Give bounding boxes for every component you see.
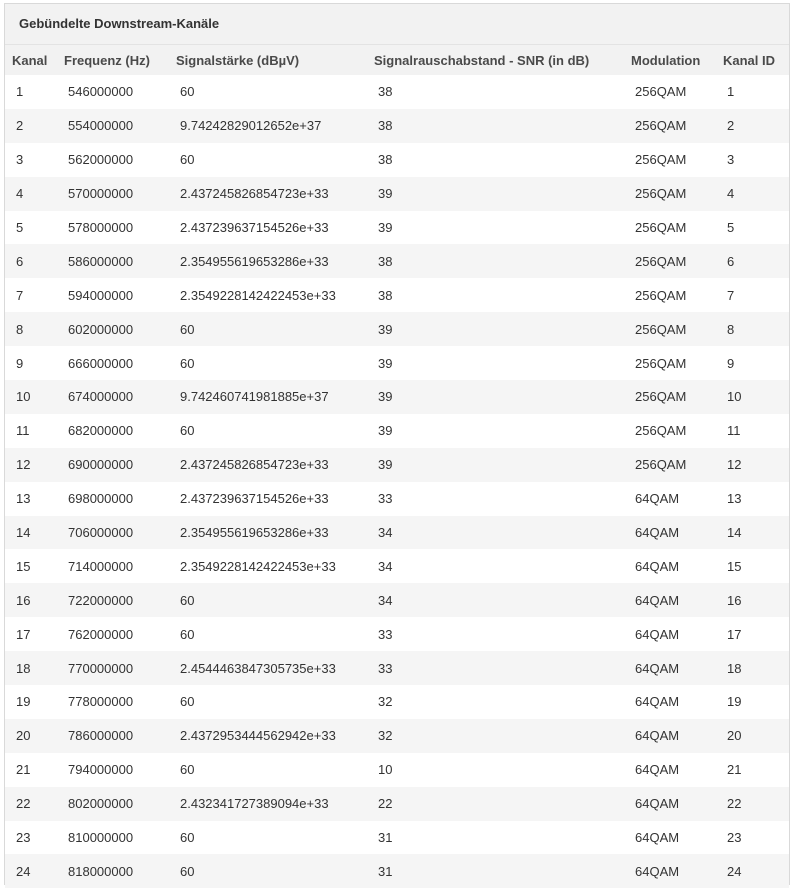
table-row (5, 854, 789, 888)
table-row (5, 346, 789, 380)
cell-frequenz: 810000000 (68, 830, 134, 846)
cell-kanal-id: 24 (727, 863, 742, 879)
table-row (5, 448, 789, 482)
cell-snr: 38 (378, 287, 393, 303)
column-header-kanal-id: Kanal ID (723, 45, 789, 75)
cell-kanal: 3 (16, 152, 24, 168)
cell-kanal-id: 21 (727, 762, 742, 778)
cell-kanal-id: 14 (727, 525, 742, 541)
table-row (5, 753, 789, 787)
cell-kanal: 2 (16, 118, 24, 134)
cell-modulation: 64QAM (635, 525, 680, 541)
cell-modulation: 256QAM (635, 220, 687, 235)
table-row (5, 278, 789, 312)
cell-kanal-id: 18 (727, 660, 742, 676)
cell-modulation: 64QAM (635, 830, 680, 846)
cell-signalstaerke: 60 (180, 762, 195, 778)
cell-frequenz: 674000000 (68, 389, 134, 405)
table-row (5, 109, 789, 143)
cell-kanal: 19 (16, 694, 31, 710)
column-header-frequenz: Frequenz (Hz) (64, 45, 176, 75)
cell-snr: 32 (378, 694, 393, 710)
cell-frequenz: 818000000 (68, 863, 134, 879)
cell-kanal: 12 (16, 457, 31, 473)
cell-signalstaerke: 2.4372953444562942e+33 (180, 728, 336, 744)
cell-frequenz: 586000000 (68, 253, 134, 269)
table-row (5, 414, 789, 448)
column-header-modulation: Modulation (631, 45, 723, 75)
cell-snr: 39 (378, 186, 393, 202)
cell-frequenz: 554000000 (68, 118, 134, 134)
cell-modulation: 64QAM (635, 660, 680, 676)
table-row (5, 177, 789, 211)
cell-modulation: 256QAM (635, 355, 687, 371)
cell-frequenz: 602000000 (68, 321, 134, 337)
cell-kanal-id: 6 (727, 253, 735, 269)
cell-kanal: 21 (16, 762, 31, 778)
cell-modulation: 256QAM (635, 186, 687, 202)
table-row (5, 75, 789, 109)
cell-modulation: 64QAM (635, 863, 680, 879)
cell-kanal-id: 4 (727, 186, 735, 202)
column-header-kanal: Kanal (5, 45, 64, 75)
cell-frequenz: 794000000 (68, 762, 134, 778)
cell-modulation: 256QAM (635, 84, 687, 100)
cell-kanal: 16 (16, 592, 31, 608)
cell-modulation: 64QAM (635, 491, 680, 507)
cell-modulation: 64QAM (635, 762, 680, 778)
cell-snr: 34 (378, 558, 393, 574)
cell-frequenz: 802000000 (68, 796, 134, 812)
cell-signalstaerke: 60 (180, 355, 195, 371)
cell-frequenz: 698000000 (68, 491, 134, 507)
cell-frequenz: 714000000 (68, 558, 134, 574)
cell-signalstaerke: 60 (180, 84, 195, 100)
table-row (5, 787, 789, 821)
table-row (5, 651, 789, 685)
cell-kanal: 24 (16, 863, 31, 879)
downstream-channels-table (5, 45, 789, 888)
cell-frequenz: 682000000 (68, 423, 134, 439)
cell-kanal: 14 (16, 525, 31, 541)
table-row (5, 482, 789, 516)
cell-modulation: 64QAM (635, 728, 680, 744)
panel-title: Gebündelte Downstream-Kanäle (5, 4, 789, 45)
cell-signalstaerke: 2.4544463847305735e+33 (180, 660, 336, 676)
cell-frequenz: 722000000 (68, 592, 134, 608)
cell-snr: 39 (378, 457, 393, 473)
cell-kanal: 10 (16, 389, 31, 405)
cell-modulation: 64QAM (635, 592, 680, 608)
cell-snr: 39 (378, 220, 393, 235)
cell-kanal: 11 (16, 423, 30, 439)
cell-signalstaerke: 9.742460741981885e+37 (180, 389, 329, 405)
cell-kanal-id: 13 (727, 491, 742, 507)
cell-snr: 38 (378, 84, 393, 100)
cell-signalstaerke: 60 (180, 423, 195, 439)
cell-kanal-id: 23 (727, 830, 742, 846)
cell-snr: 32 (378, 728, 393, 744)
cell-frequenz: 786000000 (68, 728, 134, 744)
cell-frequenz: 690000000 (68, 457, 134, 473)
cell-signalstaerke: 2.437245826854723e+33 (180, 186, 329, 202)
cell-modulation: 64QAM (635, 626, 680, 642)
cell-snr: 38 (378, 253, 393, 269)
cell-kanal-id: 5 (727, 220, 735, 235)
cell-snr: 33 (378, 660, 393, 676)
cell-snr: 31 (378, 830, 393, 846)
table-row (5, 516, 789, 550)
cell-kanal-id: 1 (727, 84, 735, 100)
cell-snr: 22 (378, 796, 393, 812)
cell-frequenz: 778000000 (68, 694, 134, 710)
cell-kanal: 4 (16, 186, 24, 202)
cell-kanal: 23 (16, 830, 31, 846)
cell-modulation: 256QAM (635, 389, 687, 405)
cell-signalstaerke: 2.432341727389094e+33 (180, 796, 329, 812)
downstream-channels-panel (4, 3, 790, 885)
cell-kanal: 1 (16, 84, 24, 100)
cell-frequenz: 546000000 (68, 84, 134, 100)
cell-signalstaerke: 60 (180, 152, 195, 168)
cell-kanal-id: 10 (727, 389, 742, 405)
table-row (5, 211, 789, 245)
cell-kanal: 9 (16, 355, 24, 371)
column-header-snr: Signalrauschabstand - SNR (in dB) (374, 45, 631, 75)
cell-kanal-id: 16 (727, 592, 742, 608)
cell-kanal-id: 19 (727, 694, 742, 710)
cell-kanal: 5 (16, 220, 24, 235)
cell-kanal: 18 (16, 660, 31, 676)
cell-snr: 10 (378, 762, 393, 778)
cell-snr: 33 (378, 491, 393, 507)
cell-modulation: 256QAM (635, 118, 687, 134)
cell-snr: 34 (378, 525, 393, 541)
cell-signalstaerke: 60 (180, 321, 195, 337)
cell-frequenz: 562000000 (68, 152, 134, 168)
cell-frequenz: 578000000 (68, 220, 134, 235)
cell-snr: 31 (378, 863, 393, 879)
cell-signalstaerke: 2.3549228142422453e+33 (180, 558, 336, 574)
cell-snr: 38 (378, 152, 393, 168)
cell-signalstaerke: 2.354955619653286e+33 (180, 525, 329, 541)
cell-signalstaerke: 9.74242829012652e+37 (180, 118, 322, 134)
cell-modulation: 64QAM (635, 558, 680, 574)
cell-kanal-id: 11 (727, 423, 741, 439)
cell-signalstaerke: 2.437239637154526e+33 (180, 220, 329, 235)
table-row (5, 685, 789, 719)
cell-modulation: 256QAM (635, 321, 687, 337)
cell-frequenz: 594000000 (68, 287, 134, 303)
table-row (5, 583, 789, 617)
cell-frequenz: 770000000 (68, 660, 134, 676)
cell-frequenz: 706000000 (68, 525, 134, 541)
cell-snr: 33 (378, 626, 393, 642)
cell-kanal-id: 9 (727, 355, 735, 371)
cell-kanal: 13 (16, 491, 31, 507)
table-row (5, 143, 789, 177)
cell-kanal: 15 (16, 558, 31, 574)
cell-modulation: 256QAM (635, 423, 687, 439)
cell-signalstaerke: 2.354955619653286e+33 (180, 253, 329, 269)
cell-signalstaerke: 60 (180, 863, 195, 879)
cell-kanal-id: 3 (727, 152, 735, 168)
cell-modulation: 256QAM (635, 457, 687, 473)
cell-signalstaerke: 60 (180, 626, 195, 642)
cell-kanal-id: 2 (727, 118, 735, 134)
cell-kanal-id: 15 (727, 558, 742, 574)
cell-snr: 39 (378, 321, 393, 337)
table-row (5, 719, 789, 753)
cell-snr: 39 (378, 355, 393, 371)
cell-kanal: 7 (16, 287, 24, 303)
cell-signalstaerke: 60 (180, 592, 195, 608)
cell-modulation: 256QAM (635, 152, 687, 168)
cell-frequenz: 762000000 (68, 626, 134, 642)
cell-kanal-id: 7 (727, 287, 735, 303)
column-header-signalstaerke: Signalstärke (dBµV) (176, 45, 374, 75)
cell-kanal: 6 (16, 253, 24, 269)
table-header-row (5, 45, 789, 75)
cell-kanal-id: 12 (727, 457, 742, 473)
cell-snr: 39 (378, 389, 393, 405)
cell-modulation: 256QAM (635, 253, 687, 269)
cell-snr: 39 (378, 423, 393, 439)
cell-modulation: 64QAM (635, 694, 680, 710)
cell-kanal: 22 (16, 796, 31, 812)
cell-signalstaerke: 2.437239637154526e+33 (180, 491, 329, 507)
cell-kanal-id: 17 (727, 626, 742, 642)
cell-kanal-id: 20 (727, 728, 742, 744)
cell-kanal-id: 8 (727, 321, 735, 337)
cell-kanal-id: 22 (727, 796, 742, 812)
table-row (5, 380, 789, 414)
cell-signalstaerke: 60 (180, 694, 195, 710)
cell-frequenz: 666000000 (68, 355, 134, 371)
cell-snr: 38 (378, 118, 393, 134)
table-row (5, 244, 789, 278)
cell-signalstaerke: 2.437245826854723e+33 (180, 457, 329, 473)
cell-signalstaerke: 2.3549228142422453e+33 (180, 287, 336, 303)
cell-frequenz: 570000000 (68, 186, 134, 202)
cell-kanal: 17 (16, 626, 31, 642)
table-row (5, 617, 789, 651)
cell-snr: 34 (378, 592, 393, 608)
cell-signalstaerke: 60 (180, 830, 195, 846)
table-row (5, 312, 789, 346)
cell-kanal: 20 (16, 728, 31, 744)
cell-modulation: 64QAM (635, 796, 680, 812)
table-row (5, 549, 789, 583)
table-row (5, 821, 789, 855)
cell-modulation: 256QAM (635, 287, 687, 303)
cell-kanal: 8 (16, 321, 24, 337)
